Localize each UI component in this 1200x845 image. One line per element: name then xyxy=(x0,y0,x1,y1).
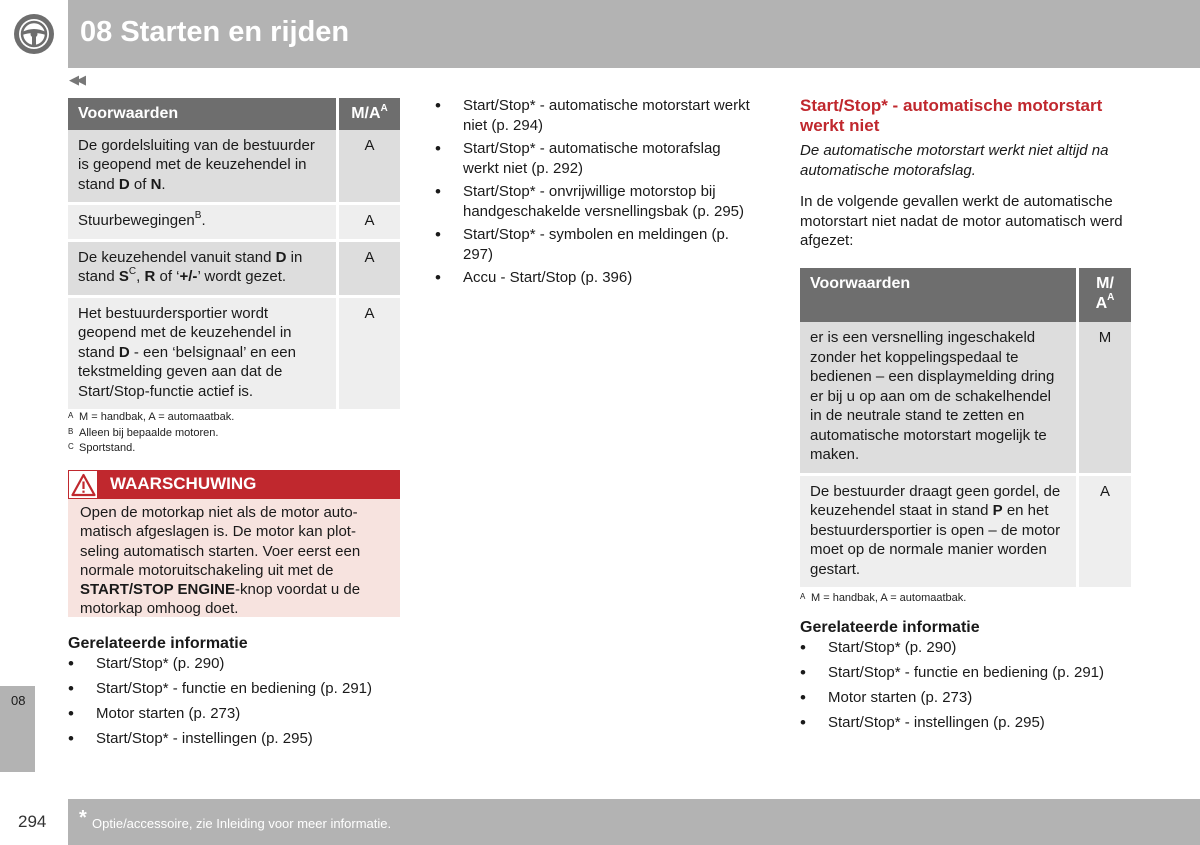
related-link[interactable]: • Start/Stop* - automatische motorafslag werkt niet (p. 292) xyxy=(435,139,755,178)
condition-cell: De gordelsluiting van de bestuurder is geopend met de keuzehendel in stand D of N. xyxy=(68,130,336,206)
related-link[interactable]: • Motor starten (p. 273) xyxy=(68,704,408,723)
table-row xyxy=(800,322,1131,476)
chapter-header xyxy=(0,0,1200,68)
related-link[interactable]: • Start/Stop* (p. 290) xyxy=(800,638,1145,657)
warning-body xyxy=(68,499,400,617)
value-cell: A xyxy=(336,130,400,206)
page-number: 294 xyxy=(18,812,47,831)
value-cell: A xyxy=(1076,476,1131,591)
related-info-title-right: Gerelateerde informatie xyxy=(800,619,980,636)
value-cell: A xyxy=(336,205,400,242)
section-intro: De automatische motorstart werkt niet altijd na automatische motorafslag. xyxy=(800,142,1109,179)
related-link[interactable]: • Start/Stop* (p. 290) xyxy=(68,654,408,673)
related-info-list-left xyxy=(68,654,408,754)
previous-page-link[interactable]: ◀◀ xyxy=(69,72,83,87)
conditions-table-right xyxy=(800,268,1131,590)
steering-wheel-icon xyxy=(12,12,56,56)
value-cell: A xyxy=(336,242,400,298)
warning-header xyxy=(68,470,400,499)
related-link[interactable]: • Accu - Start/Stop (p. 396) xyxy=(435,268,755,288)
warning-text: Open de motorkap niet als de motor automatisch afgeslagen is. De motor kan plotseling automatisch starten. Voer eerst een normale motoruitschakeling uit met de START/STOP ENGINE-knop voordat u de motorkap omhoog doet. xyxy=(80,504,361,618)
table-row xyxy=(800,476,1131,591)
condition-cell: Stuurbewegingen$^B$. xyxy=(68,205,336,242)
condition-cell: De bestuurder draagt geen gordel, de keuzehendel staat in stand P en het bestuurdersportier is open – de motor moet op de normale manier worden gestart. xyxy=(800,476,1076,591)
footer-bar xyxy=(68,799,1200,845)
footnotes-left xyxy=(68,409,234,456)
table-row xyxy=(68,298,400,413)
table-row xyxy=(68,130,400,206)
conditions-table-left xyxy=(68,98,400,412)
warning-triangle-icon xyxy=(71,473,96,497)
table-row xyxy=(68,205,400,242)
related-info-list-right xyxy=(800,638,1145,738)
related-link[interactable]: • Start/Stop* - instellingen (p. 295) xyxy=(68,729,408,748)
column-header-conditions: Voorwaarden xyxy=(800,268,1076,322)
related-link[interactable]: • Motor starten (p. 273) xyxy=(800,688,1145,707)
column-header-ma: $M/A^A$ xyxy=(336,98,400,130)
value-cell: A xyxy=(336,298,400,413)
related-topics-list xyxy=(435,96,755,292)
footnote: A M = handbak, A = automaatbak. xyxy=(800,592,967,604)
page-footer xyxy=(0,799,1200,845)
section-title: Start/Stop* - automatische motorstart werkt niet xyxy=(800,96,1103,135)
related-link[interactable]: • Start/Stop* - onvrijwillige motorstop bij handgeschakelde versnellingsbak (p. 295) xyxy=(435,182,755,221)
footer-note: Optie/accessoire, zie Inleiding voor meer informatie. xyxy=(92,816,392,831)
logo-box xyxy=(0,0,68,68)
footnote: B Alleen bij bepaalde motoren. xyxy=(68,426,219,439)
footnotes-right xyxy=(800,590,966,606)
related-link[interactable]: • Start/Stop* - functie en bediening (p. 291) xyxy=(800,663,1145,682)
option-star: * xyxy=(79,807,87,829)
chapter-title: 08 Starten en rijden xyxy=(80,16,350,48)
related-link[interactable]: • Start/Stop* - automatische motorstart werkt niet (p. 294) xyxy=(435,96,755,135)
footnote: A M = handbak, A = automaatbak. xyxy=(68,411,235,423)
condition-cell: De keuzehendel vanuit stand D in stand $S^C$, R of ‘+/-’ wordt gezet. xyxy=(68,242,336,298)
section-text: In de volgende gevallen werkt de automatische motorstart niet nadat de motor automatisch werd afgezet: xyxy=(800,193,1123,249)
related-link[interactable]: • Start/Stop* - symbolen en meldingen (p. 297) xyxy=(435,225,755,264)
related-link[interactable]: • Start/Stop* - functie en bediening (p. 291) xyxy=(68,679,408,698)
condition-cell: Het bestuurdersportier wordt geopend met de keuzehendel in stand D - een ‘belsignaal’ en een tekstmelding geven aan dat de Start/Stop-functie actief is. xyxy=(68,298,336,413)
warning-title: WAARSCHUWING xyxy=(110,474,257,493)
column-header-ma: M/ $A^A$ xyxy=(1076,268,1131,322)
table-row xyxy=(68,242,400,298)
related-info-title-left: Gerelateerde informatie xyxy=(68,635,248,652)
condition-cell: er is een versnelling ingeschakeld zonder het koppelingspedaal te bedienen – een displaymelding dring er bij u op aan om de schakelhendel in de neutrale stand te zetten en automatische motorstart mogelijk te maken. xyxy=(800,322,1076,476)
column-header-conditions: Voorwaarden xyxy=(68,98,336,130)
footnote: C Sportstand. xyxy=(68,442,136,454)
value-cell: M xyxy=(1076,322,1131,476)
chapter-side-tab[interactable]: 08 xyxy=(0,686,35,772)
related-link[interactable]: • Start/Stop* - instellingen (p. 295) xyxy=(800,713,1145,732)
